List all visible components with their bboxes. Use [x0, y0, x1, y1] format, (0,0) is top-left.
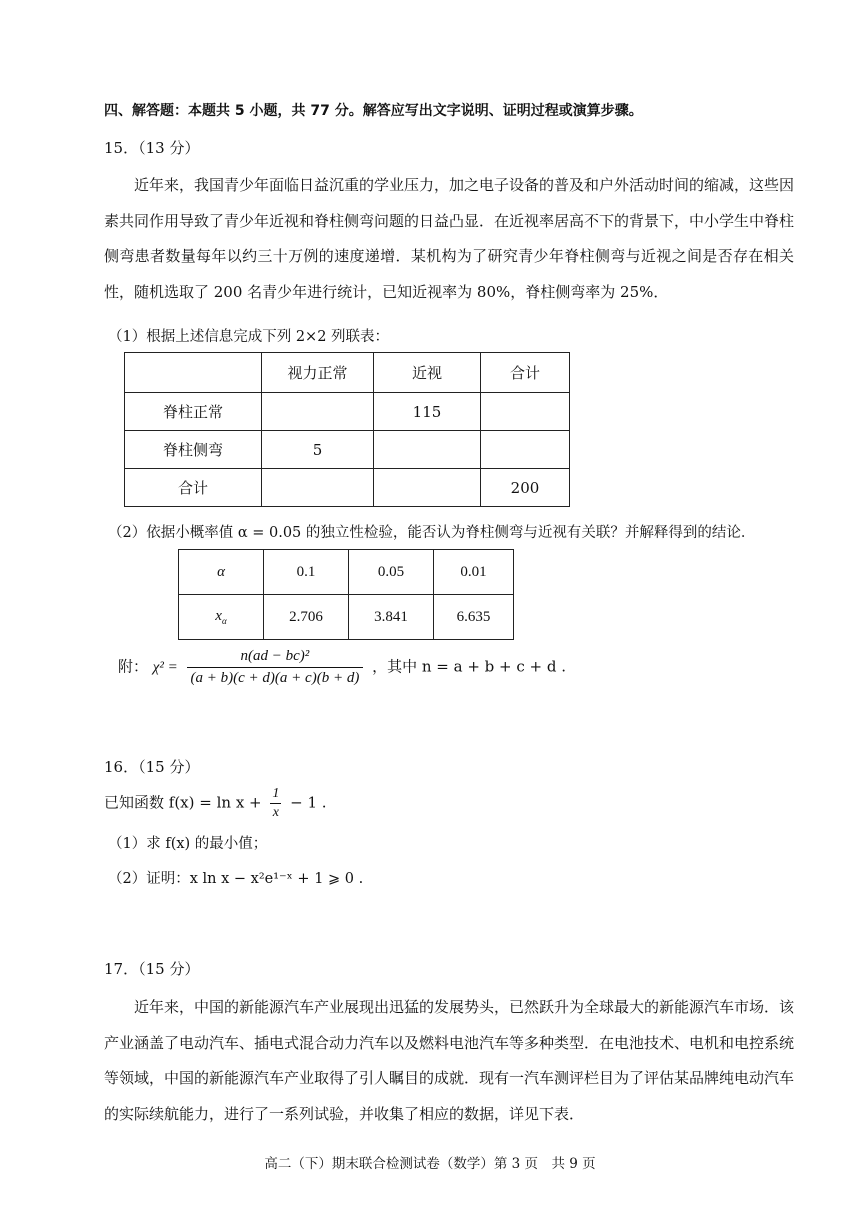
fraction-numerator: n(ad − bc)²	[187, 648, 364, 668]
question-17-paragraph: 近年来，中国的新能源汽车产业展现出迅猛的发展势头，已然跃升为全球最大的新能源汽车市场．该产业涵盖了电动汽车、插电式混合动力汽车以及燃料电池汽车等多种类型．在电池技术、电机和电控系统等领域，中国的新能源汽车产业取得了引人瞩目的成就．现有一汽车测评栏目为了评估某品牌纯电动汽车的实际续航能力，进行了一系列试验，并收集了相应的数据，详见下表．	[104, 998, 795, 1123]
table-cell: 0.05	[349, 550, 434, 595]
question-16-given	[104, 786, 327, 821]
question-16-number: 16．（15 分）	[104, 758, 200, 776]
chi-square-fraction	[187, 648, 364, 687]
appendix-prefix: 附：	[118, 657, 149, 676]
table-cell: 200	[481, 469, 570, 507]
given-tail: − 1 .	[285, 793, 327, 812]
x-alpha-symbol: x	[215, 608, 222, 624]
table-cell: 115	[374, 393, 481, 431]
question-17-number: 17．（15 分）	[104, 960, 200, 978]
question-15-part-2: （2）依据小概率值 α = 0.05 的独立性检验，能否认为脊柱侧弯与近视有关联？并解释得到的结论．	[108, 525, 756, 541]
table-cell: 脊柱正常	[125, 393, 262, 431]
table-cell	[262, 393, 374, 431]
table-cell	[374, 469, 481, 507]
table-cell: 脊柱侧弯	[125, 431, 262, 469]
given-text: 已知函数 f(x) = ln x +	[104, 793, 267, 812]
table-row	[125, 431, 570, 469]
contingency-table	[124, 352, 570, 507]
table-cell: 2.706	[264, 595, 349, 640]
table-cell: α	[179, 550, 264, 595]
fraction-denominator: (a + b)(c + d)(a + c)(b + d)	[190, 670, 360, 686]
table-row	[125, 469, 570, 507]
table-cell: 6.635	[434, 595, 514, 640]
chi-square-lhs: χ² =	[152, 659, 178, 676]
question-15-part-1: （1）根据上述信息完成下列 2×2 列联表：	[108, 329, 390, 345]
fraction-denominator: x	[272, 805, 279, 820]
section-header: 四、解答题：本题共 5 小题，共 77 分。解答应写出文字说明、证明过程或演算步骤。	[104, 103, 643, 119]
one-over-x-fraction	[270, 786, 281, 821]
table-row	[179, 595, 514, 640]
page-footer: 高二（下）期末联合检测试卷（数学）第 3 页 共 9 页	[264, 1156, 596, 1172]
table-row	[125, 393, 570, 431]
table-cell: 0.01	[434, 550, 514, 595]
table-cell: 近视	[374, 353, 481, 393]
table-row	[179, 550, 514, 595]
fraction-numerator: 1	[270, 786, 281, 804]
chi-square-formula	[118, 648, 566, 687]
table-cell	[481, 393, 570, 431]
table-cell	[125, 353, 262, 393]
table-cell: 0.1	[264, 550, 349, 595]
table-cell: 视力正常	[262, 353, 374, 393]
table-cell	[179, 595, 264, 640]
table-cell	[262, 469, 374, 507]
appendix-suffix: ，其中 n = a + b + c + d .	[372, 657, 567, 676]
table-cell: 合计	[125, 469, 262, 507]
question-16-part-2: （2）证明：x ln x − x²e¹⁻ˣ + 1 ⩾ 0 .	[108, 871, 364, 887]
alpha-subscript: α	[221, 616, 227, 626]
table-cell: 5	[262, 431, 374, 469]
table-cell: 合计	[481, 353, 570, 393]
table-cell: 3.841	[349, 595, 434, 640]
table-cell	[374, 431, 481, 469]
question-16-part-1: （1）求 f(x) 的最小值；	[108, 836, 268, 852]
table-cell	[481, 431, 570, 469]
question-15-number: 15．（13 分）	[104, 139, 200, 157]
question-15-paragraph: 近年来，我国青少年面临日益沉重的学业压力，加之电子设备的普及和户外活动时间的缩减，这些因素共同作用导致了青少年近视和脊柱侧弯问题的日益凸显．在近视率居高不下的背景下，中小学生中脊柱侧弯患者数量每年以约三十万例的速度递增．某机构为了研究青少年脊柱侧弯与近视之间是否存在相关性，随机选取了 200 名青少年进行统计，已知近视率为 80%，脊柱侧弯率为 25%．	[104, 176, 795, 301]
table-header-row	[125, 353, 570, 393]
critical-value-table	[178, 549, 514, 640]
